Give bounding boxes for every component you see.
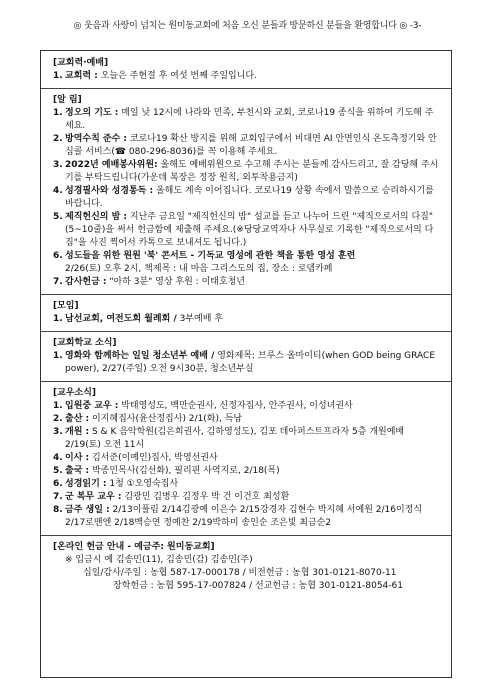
item-label: 군 복무 교우 : [65,492,122,502]
member-item [53,504,441,530]
member-item [53,452,441,465]
divider [41,331,451,332]
item-text: 올해도 계속 이어집니다. 코로나19 상황 속에서 말씀으로 승리하시기를 바랍니다. [65,186,434,209]
item-text: 이지혜집사(윤산정집사) 2/1(화), 득남 [89,414,243,424]
notice-item [53,107,441,133]
item-label: 2022년 예배봉사위원: [65,160,158,170]
item-number: 2. [53,414,63,424]
item-number: 6. [53,251,63,261]
item-label: 정오의 기도 : [65,108,119,118]
notice-item [53,211,441,250]
item-number: 1. [53,314,63,324]
member-item [53,478,441,491]
item-subline: 2/26(토) 오후 2시, 책제목 : 내 마음 그리스도의 집, 장소 : 로뎀카페 [65,264,333,274]
offering-account-line: 장학헌금 : 농협 595-17-007824 / 선교헌금 : 농협 301-0121-8054-61 [113,581,403,591]
item-label: 출국 : [65,466,90,476]
member-item [53,400,441,413]
item-label: 성경필사와 성경통독 : [65,186,154,196]
item-text: 김광민 김병우 김정우 박 건 이건호 최성환 [121,492,290,502]
section-title-school: [교회학교 소식] [53,338,117,348]
notice-item [53,133,441,159]
item-text: 매일 낮 12시에 나라와 민족, 부천시와 교회, 코로나19 종식을 위하여 기도해 주세요. [65,108,434,131]
item-text: S & K 음악학원(김은희권사, 김하영성도), 김포 데아퍼스트프라자 5층 개원예배 2/19(토) 오전 11시 [65,427,405,450]
divider [41,294,451,295]
item-number: 5. [53,466,63,476]
item-text: 3부예배 후 [176,314,223,324]
item-number: 1. [53,71,63,81]
item-number: 7. [53,277,63,287]
member-item [53,426,441,452]
item-text: "아하 3분" 영상 후원 : 이태호청년 [106,277,246,287]
item-number: 1. [53,351,63,361]
meeting-item [53,313,441,326]
calendar-item [53,70,441,83]
item-text: 박종민목사(김선화), 필리핀 사역지로, 2/18(목) [89,466,280,476]
item-text: 영화제목: 브루스 올마이티(when GOD being GRACE power), 2/27(주일) 오전 9시30분, 청소년부실 [65,351,436,374]
item-text: 지난주 금요일 "제직헌신의 밤" 설교를 듣고 나누어 드린 "제직으로서의 다짐"(5~10줄)을 써서 헌금함에 제출해 주세요.(※당당교역자나 사무실로 기록한 "제직으로서의 다짐"을 사진 찍어서 카톡으로 보내셔도 됩니다.) [65,212,434,248]
notice-item [53,159,441,185]
section-title-offering: [온라인 헌금 안내 - 예금주: 원미동교회] [53,542,215,552]
item-text: 올해도 예배위원으로 수고해 주시는 분들께 감사드리고, 잘 감당해 주시기를 부탁드립니다(가운데 복장은 정장 원칙, 외투착용금지) [65,160,439,183]
item-text: 코로나19 확산 방지를 위해 교회입구에서 비대면 AI 안면인식 온도측정기와 안심콜 서비스(☎ 080-296-8036)를 꼭 이용해 주세요. [65,134,437,157]
item-number: 7. [53,492,63,502]
item-label: 교회력 : [65,71,98,81]
page-header: ◎ 웃음과 사랑이 넘치는 원미동교회에 처음 오신 분들과 방문하신 분들을 환영합니다 ◎ -3- [73,21,422,31]
item-number: 3. [53,160,63,170]
item-number: 8. [53,505,63,515]
item-label: 제직헌신의 밤 : [65,212,128,222]
notice-item [53,185,441,211]
item-text: 김서준(이예인)집사, 박영선권사 [89,453,218,463]
section-title-members: [교우소식] [53,388,97,398]
item-text: 2/13이풀림 2/14김광예 이은수 2/15강경자 김현수 박지혜 서예원 2/16이정식 2/17로맨엔 2/18백승연 정예찬 2/19박하미 송인순 조은빛 최금순2 [65,505,423,528]
item-label: 개원 : [65,427,90,437]
offering-note: ※ 입금시 예 김송민(11), 김송민(감) 김송민(주) [65,555,253,565]
item-number: 4. [53,453,63,463]
offering-account-line: 십일/감사/주일 : 농협 587-17-000178 / 비전헌금 : 농협 301-0121-8070-11 [83,568,397,578]
member-item [53,413,441,426]
item-label: 감사헌금 : [65,277,107,287]
item-label: 입원중 교우 : [65,401,119,411]
notice-item [53,276,441,289]
item-number: 6. [53,479,63,489]
item-label: 남선교회, 여전도회 월례회 / [65,314,177,324]
item-text: 1청 ①오영숙집사 [106,479,179,489]
item-number: 1. [53,401,63,411]
item-number: 5. [53,212,63,222]
section-title-notices: [알 림] [53,95,82,105]
divider [41,381,451,382]
item-label: 성경읽기 : [65,479,107,489]
item-label: 이사 : [65,453,90,463]
section-title-calendar: [교회력·예배] [53,58,109,68]
item-label: 방역수칙 준수 : [65,134,128,144]
divider [41,88,451,89]
school-item [53,350,441,376]
item-label: 성도들을 위한 원원 '북' 콘서트 - 기독교 영성에 관한 책을 통한 영성 훈련 [65,251,356,261]
item-label: 영화와 함께하는 일일 청소년부 예배 / [65,351,215,361]
section-title-meetings: [모임] [53,301,79,311]
notice-item [53,250,441,263]
item-text: 오늘은 주현절 후 여섯 번째 주일입니다. [97,71,257,81]
item-number: 3. [53,427,63,437]
divider [41,535,451,536]
item-label: 금주 생일 : [65,505,110,515]
item-label: 출산 : [65,414,90,424]
member-item [53,465,441,478]
bulletin-frame [40,50,452,678]
item-number: 4. [53,186,63,196]
member-item [53,491,441,504]
item-number: 1. [53,108,63,118]
item-text: 박태영성도, 백만순권사, 신정자집사, 안주권사, 이성녀권사 [118,401,353,411]
item-number: 2. [53,134,63,144]
